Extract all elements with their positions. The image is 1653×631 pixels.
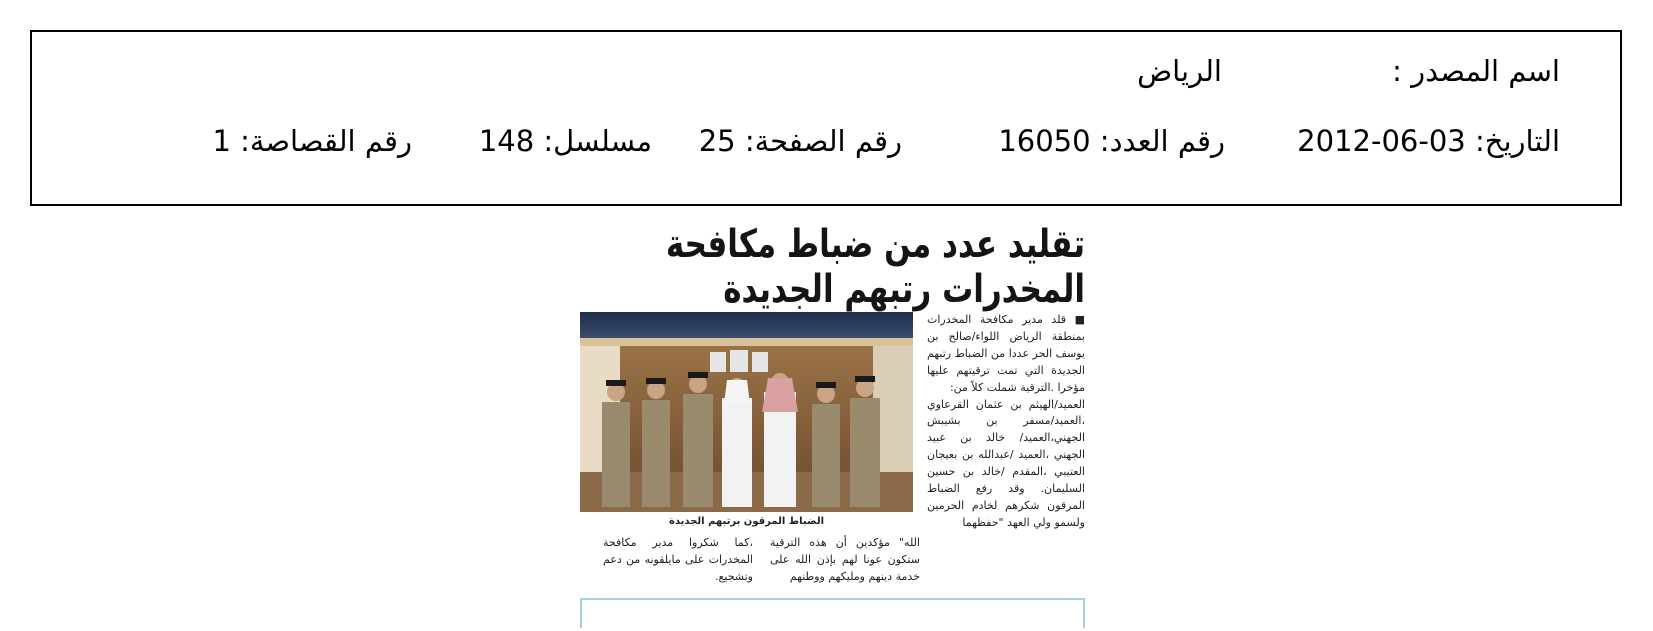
photo-caption: الضباط المرقون برتبهم الجديدة [668, 516, 825, 527]
newspaper-clipping [575, 222, 1085, 618]
article-headline: تقليد عدد من ضباط مكافحة المخدرات رتبهم الجديدة [665, 222, 1085, 312]
serial-field: مسلسل: 148 [478, 124, 652, 158]
issue-field: رقم العدد: 16050 [998, 124, 1225, 158]
article-paragraph-list: العميد/الهيثم بن عثمان القرعاوي ،العميد/مسفر بن بشيبش الجهني،العميد/ خالد بن عبيد الجهني ،العميد /عبدالله بن بعيجان العتيبي ،المقدم /خالد بن حسين السليمان. وقد رفع الضباط المرقون شكرهم لخادم الحرمين ولسمو ولي العهد "حفظهما [927, 397, 1085, 529]
source-label: اسم المصدر : [1392, 54, 1560, 88]
source-value: الرياض [1137, 54, 1222, 88]
page-field: رقم الصفحة: 25 [698, 124, 902, 158]
source-info-box [30, 30, 1622, 206]
clip-number-field: رقم القصاصة: 1 [212, 124, 412, 158]
clipping-frame-border [580, 598, 1085, 628]
article-column-3: ،كما شكروا مدير مكافحة المخدرات على مايلقونه من دعم وتشجيع. [603, 536, 753, 583]
officers-group-photo [580, 312, 913, 512]
date-field: التاريخ: 03-06-2012 [1297, 124, 1560, 158]
article-photo [580, 312, 913, 512]
article-paragraph-intro: ■ قلد مدير مكافحة المخدرات بمنطقة الرياض اللواء/صالح بن يوسف الحر عددا من الضباط رتبهم الجديدة التي تمت ترقيتهم عليها مؤخرا .الترقية شملت كلاً من: [927, 313, 1085, 394]
article-column-2: الله" مؤكدين أن هذه الترقية ستكون عونا لهم بإذن الله على خدمة دينهم ومليكهم ووطنهم [770, 536, 920, 583]
article-body-column [927, 312, 1085, 532]
